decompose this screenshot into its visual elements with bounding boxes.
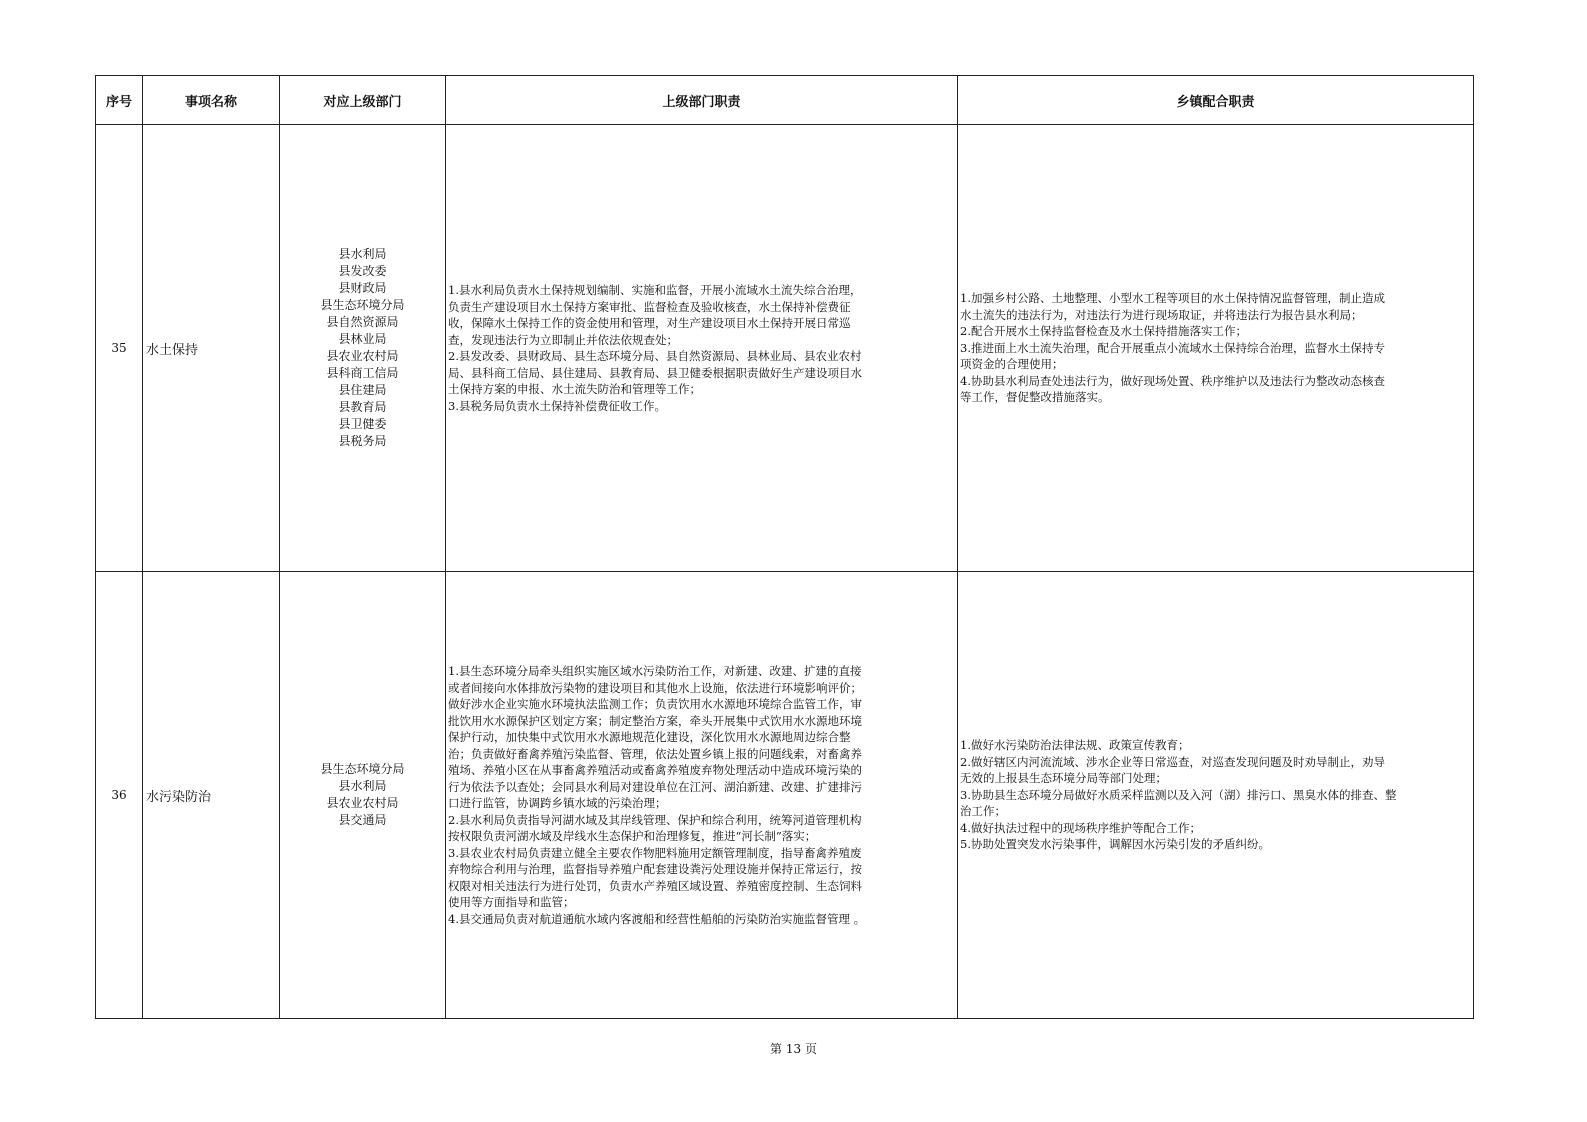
duty-line: 治工作；: [960, 804, 1006, 819]
duty-line: 局、县科商工信局、县住建局、县教育局、县卫健委根据职责做好生产建设项目水: [448, 365, 862, 380]
town-duties: [958, 125, 1474, 572]
duty-line: 5.协助处置突发水污染事件，调解因水污染引发的矛盾纠纷。: [960, 837, 1270, 852]
duty-line: 殖场、养殖小区在从事畜禽养殖活动或畜禽养殖废弃物处理活动中造成环境污染的: [448, 763, 862, 777]
dept-item: 县交通局: [338, 813, 387, 827]
page-number: 第 13 页: [770, 1042, 817, 1056]
dept-item: 县生态环境分局: [320, 298, 405, 312]
duty-line: 负责生产建设项目水土保持方案审批、监督检查及验收核查，水土保持补偿费征: [448, 299, 851, 314]
duty-line: 项资金的合理使用；: [960, 357, 1064, 372]
row-number: 36: [96, 572, 143, 1019]
header-name: 事项名称: [143, 76, 280, 125]
dept-item: 县卫健委: [338, 417, 387, 431]
item-name: 水土保持: [143, 125, 280, 572]
duty-line: 4.县交通局负责对航道通航水域内客渡船和经营性船舶的污染防治实施监督管理 。: [448, 911, 866, 926]
upper-duties: [446, 125, 958, 572]
duty-line: 做好涉水企业实施水环境执法监测工作；负责饮用水水源地环境综合监管工作，审: [448, 697, 862, 711]
duty-line: 3.协助县生态环境分局做好水质采样监测以及入河（湖）排污口、黑臭水体的排查、整: [960, 787, 1397, 802]
table-row: [96, 572, 1474, 1019]
town-duties: [958, 572, 1474, 1019]
dept-item: 县住建局: [338, 383, 387, 397]
duty-line: 收，保障水土保持工作的资金使用和管理，对生产建设项目水土保持开展日常巡: [448, 316, 851, 330]
dept-list: [280, 125, 446, 572]
duty-line: 1.做好水污染防治法律法规、政策宣传教育；: [960, 738, 1190, 753]
dept-item: 县教育局: [338, 400, 387, 414]
duty-line: 使用等方面指导和监管；: [448, 895, 575, 909]
dept-item: 县发改委: [338, 264, 387, 278]
dept-item: 县水利局: [338, 247, 387, 261]
duty-line: 或者间接向水体排放污染物的建设项目和其他水上设施，依法进行环境影响评价；: [448, 680, 862, 695]
duty-line: 1.加强乡村公路、土地整理、小型水工程等项目的水土保持情况监督管理，制止造成: [960, 291, 1385, 306]
duty-line: 行为依法予以查处；会同县水利局对建设单位在江河、湖泊新建、改建、扩建排污: [448, 779, 862, 794]
header-upper: 上级部门职责: [446, 76, 958, 125]
duty-line: 无效的上报县生态环境分局等部门处理；: [960, 771, 1167, 786]
duty-line: 2.县水利局负责指导河湖水域及其岸线管理、保护和综合利用，统筹河道管理机构: [448, 812, 862, 827]
duty-line: 3.县税务局负责水土保持补偿费征收工作。: [448, 398, 666, 413]
duty-line: 2.做好辖区内河流流域、涉水企业等日常巡查，对巡查发现问题及时劝导制止，劝导: [960, 754, 1385, 769]
dept-item: 县农业农村局: [326, 349, 399, 363]
table-row: [96, 125, 1474, 572]
dept-item: 县生态环境分局: [320, 762, 405, 776]
header-dept: 对应上级部门: [280, 76, 446, 125]
dept-item: 县农业农村局: [326, 796, 399, 810]
duty-line: 2.县发改委、县财政局、县生态环境分局、县自然资源局、县林业局、县农业农村: [448, 349, 862, 363]
row-number: 35: [96, 125, 143, 572]
responsibility-table: [95, 75, 1474, 1019]
duty-line: 3.推进面上水土流失治理，配合开展重点小流域水土保持综合治理，监督水土保持专: [960, 340, 1385, 355]
duty-line: 按权限负责河湖水域及岸线水生态保护和治理修复，推进“河长制”落实；: [448, 829, 817, 843]
item-name: 水污染防治: [143, 572, 280, 1019]
duty-line: 1.县水利局负责水土保持规划编制、实施和监督，开展小流域水土流失综合治理，: [448, 283, 862, 297]
dept-item: 县科商工信局: [326, 366, 399, 380]
duty-line: 4.做好执法过程中的现场秩序维护等配合工作；: [960, 820, 1201, 835]
header-town: 乡镇配合职责: [958, 76, 1474, 125]
duty-line: 土保持方案的申报、水土流失防治和管理等工作；: [448, 382, 701, 396]
duty-line: 1.县生态环境分局牵头组织实施区域水污染防治工作，对新建、改建、扩建的直接: [448, 664, 862, 678]
duty-line: 查，发现违法行为立即制止并依法依规查处；: [448, 332, 678, 347]
duty-line: 治；负责做好畜禽养殖污染监督、管理，依法处置乡镇上报的问题线索，对畜禽养: [448, 746, 862, 761]
duty-line: 权限对相关违法行为进行处罚，负责水产养殖区域设置、养殖密度控制、生态饲料: [448, 878, 862, 893]
dept-item: 县税务局: [338, 434, 387, 448]
dept-item: 县林业局: [338, 332, 387, 346]
duty-line: 口进行监管，协调跨乡镇水域的污染治理；: [448, 796, 667, 810]
duty-line: 4.协助县水利局查处违法行为，做好现场处置、秩序维护以及违法行为整改动态核查: [960, 373, 1385, 388]
dept-list: [280, 572, 446, 1019]
duty-line: 3.县农业农村局负责建立健全主要农作物肥料施用定额管理制度，指导畜禽养殖废: [448, 845, 862, 860]
dept-item: 县财政局: [338, 281, 387, 295]
duty-line: 批饮用水水源保护区划定方案；制定整治方案，牵头开展集中式饮用水水源地环境: [448, 713, 862, 728]
duty-line: 2.配合开展水土保持监督检查及水土保持措施落实工作；: [960, 324, 1247, 339]
dept-item: 县自然资源局: [326, 315, 399, 329]
duty-line: 水土流失的违法行为，对违法行为进行现场取证，并将违法行为报告县水利局；: [960, 307, 1363, 322]
duty-line: 弃物综合利用与治理，监督指导养殖户配套建设粪污处理设施并保持正常运行，按: [448, 862, 862, 876]
duty-line: 等工作，督促整改措施落实。: [960, 390, 1110, 405]
duty-line: 保护行动，加快集中式饮用水水源地规范化建设，深化饮用水水源地周边综合整: [448, 730, 851, 744]
header-num: 序号: [96, 76, 143, 125]
header-row: [96, 76, 1474, 125]
upper-duties: [446, 572, 958, 1019]
dept-item: 县水利局: [338, 779, 387, 793]
